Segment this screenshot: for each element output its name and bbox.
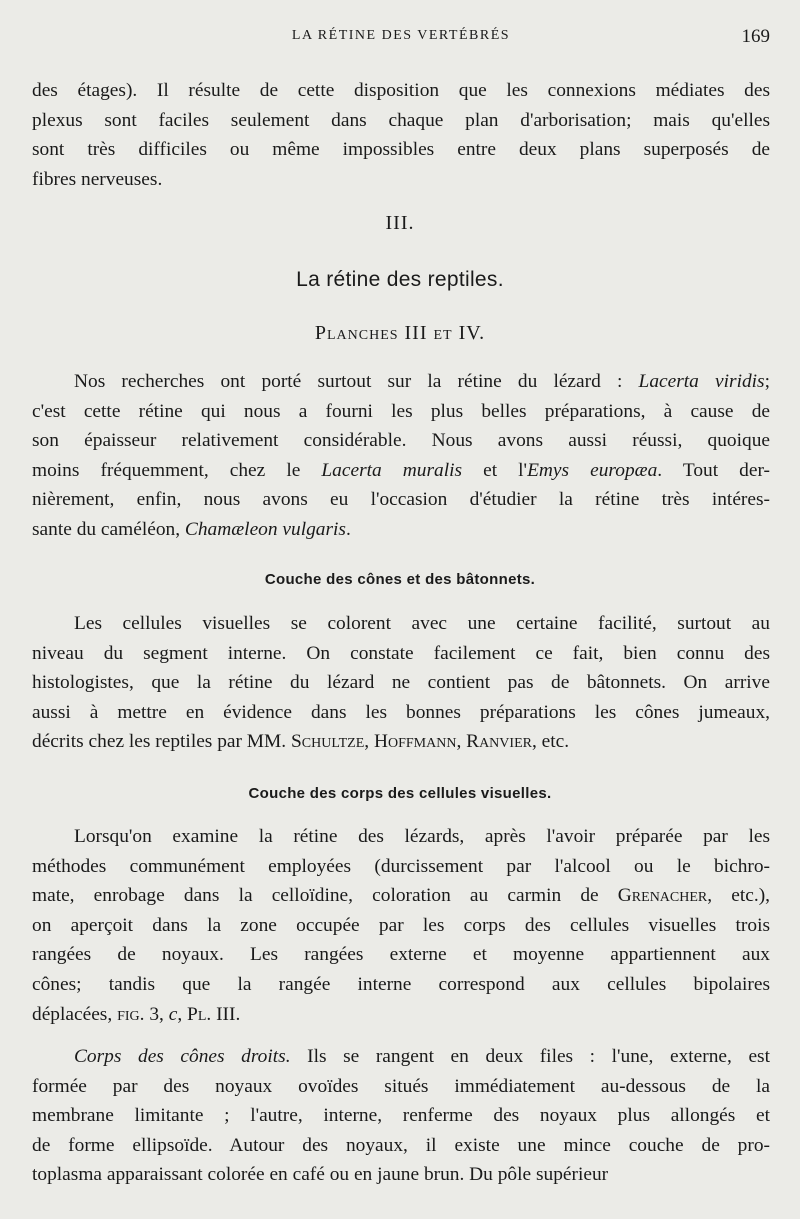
text-line xyxy=(32,911,770,941)
italic-text: Lacerta viridis xyxy=(638,371,765,392)
plates-reference: Planches III et IV. xyxy=(314,322,486,344)
italic-text: Corps des cônes droits. xyxy=(74,1046,291,1067)
small-caps-text: Schultze xyxy=(291,731,365,753)
running-title: LA RÉTINE DES VERTÉBRÉS xyxy=(291,28,511,43)
text-run: III. xyxy=(211,1003,241,1025)
chapter-title: La rétine des reptiles. xyxy=(296,268,504,291)
text-run: histologistes, que la rétine du lézard ne contient pas de bâtonnets. On arrive xyxy=(32,672,770,694)
text-run: déplacées, xyxy=(32,1003,118,1025)
text-line xyxy=(32,1131,770,1161)
text-run: son épaisseur relativement considérable. Nous avons aussi réussi, quoique xyxy=(32,430,770,452)
text-line xyxy=(32,698,770,728)
text-line: sont très difficiles ou même impossibles entre deux plans superposés de xyxy=(32,139,770,161)
text-run: niveau du segment interne. On constate facilement ce fait, bien connu des xyxy=(32,642,770,664)
text-line xyxy=(32,1101,770,1131)
small-caps-text: Grenacher xyxy=(617,885,708,907)
text-line xyxy=(32,727,770,757)
small-caps-text: Hoffmann xyxy=(373,731,457,753)
text-line xyxy=(32,515,770,545)
text-run: méthodes communément employées (durcissement par l'alcool ou le bichro- xyxy=(32,855,770,877)
small-caps-text: Pl. xyxy=(187,1003,212,1025)
text-line: plexus sont faciles seulement dans chaque plan d'arborisation; mais qu'elles xyxy=(32,109,770,131)
small-caps-text: Ranvier xyxy=(466,731,532,753)
text-run: toplasma apparaissant colorée en café ou en jaune brun. Du pôle supérieur xyxy=(32,1164,609,1186)
text-run: aussi à mettre en évidence dans les bonnes préparations les cônes jumeaux, xyxy=(32,701,770,723)
text-run: , etc. xyxy=(531,731,570,753)
text-run: de forme ellipsoïde. Autour des noyaux, il existe une mince couche de pro- xyxy=(32,1134,770,1156)
text-line xyxy=(32,822,770,852)
text-run: Lorsqu'on examine la rétine des lézards, après l'avoir préparée par les xyxy=(74,826,770,847)
text-line xyxy=(32,1042,770,1072)
text-run: , xyxy=(456,731,467,753)
text-run: formée par des noyaux ovoïdes situés immédiatement au-dessous de la xyxy=(32,1075,770,1097)
text-line xyxy=(32,367,770,397)
text-line xyxy=(32,609,770,639)
paragraph-visual-cells xyxy=(32,822,770,1029)
text-line xyxy=(32,456,770,486)
text-run: Nos recherches ont porté surtout sur la rétine du lézard : xyxy=(74,371,639,392)
italic-text: c xyxy=(168,1003,178,1025)
text-line xyxy=(32,970,770,1000)
text-line: des étages). Il résulte de cette disposition que les connexions médiates des xyxy=(32,80,770,101)
text-run: sante du caméléon, xyxy=(32,518,185,540)
text-line xyxy=(32,1072,770,1102)
italic-text: Emys europæa xyxy=(527,459,658,481)
text-run: et l' xyxy=(462,459,528,481)
text-line xyxy=(32,426,770,456)
italic-text: Chamæleon vulgaris xyxy=(184,518,346,540)
text-line xyxy=(32,940,770,970)
text-run: , xyxy=(364,731,374,753)
text-line xyxy=(32,639,770,669)
section-number: III. xyxy=(385,212,415,234)
text-run: Ils se rangent en deux files : l'une, externe, est xyxy=(290,1046,770,1067)
text-run: , etc.), xyxy=(707,885,770,907)
small-caps-text: fig. 3 xyxy=(117,1003,160,1025)
text-run: nièrement, enfin, nous avons eu l'occasion d'étudier la rétine très intéres- xyxy=(32,489,770,511)
text-run: Les cellules visuelles se colorent avec une certaine facilité, surtout au xyxy=(74,613,770,634)
text-line: fibres nerveuses. xyxy=(32,168,163,190)
text-line xyxy=(32,1000,770,1030)
page-header xyxy=(32,26,770,50)
text-run: . xyxy=(345,518,351,540)
text-run: . Tout der- xyxy=(657,459,770,481)
text-run: décrits chez les reptiles par MM. xyxy=(32,731,291,753)
text-line xyxy=(32,852,770,882)
text-line xyxy=(32,668,770,698)
text-run: , xyxy=(159,1003,169,1025)
text-line xyxy=(32,485,770,515)
page-number: 169 xyxy=(741,26,770,47)
text-run: on aperçoit dans la zone occupée par les corps des cellules visuelles trois xyxy=(32,914,770,936)
italic-text: Lacerta muralis xyxy=(321,459,463,481)
text-line xyxy=(32,881,770,911)
paragraph-intro xyxy=(32,367,770,545)
text-line xyxy=(32,1160,770,1190)
text-run: cônes; tandis que la rangée interne correspond aux cellules bipolaires xyxy=(32,973,770,995)
text-run: moins fréquemment, chez le xyxy=(32,459,322,481)
paragraph-continuation xyxy=(32,76,770,194)
text-line xyxy=(32,397,770,427)
subheading-cones-rods: Couche des cônes et des bâtonnets. xyxy=(264,571,536,588)
text-run: mate, enrobage dans la celloïdine, coloration au carmin de xyxy=(32,885,618,907)
paragraph-straight-cones xyxy=(32,1042,770,1190)
text-run: membrane limitante ; l'autre, interne, renferme des noyaux plus allongés et xyxy=(32,1105,770,1127)
text-run: , xyxy=(177,1003,188,1025)
text-run: ; xyxy=(764,371,770,392)
text-run: c'est cette rétine qui nous a fourni les plus belles préparations, à cause de xyxy=(32,400,770,422)
paragraph-cones-rods xyxy=(32,609,770,757)
subheading-visual-cells: Couche des corps des cellules visuelles. xyxy=(248,785,552,802)
text-run: rangées de noyaux. Les rangées externe et moyenne appartiennent aux xyxy=(32,944,770,966)
